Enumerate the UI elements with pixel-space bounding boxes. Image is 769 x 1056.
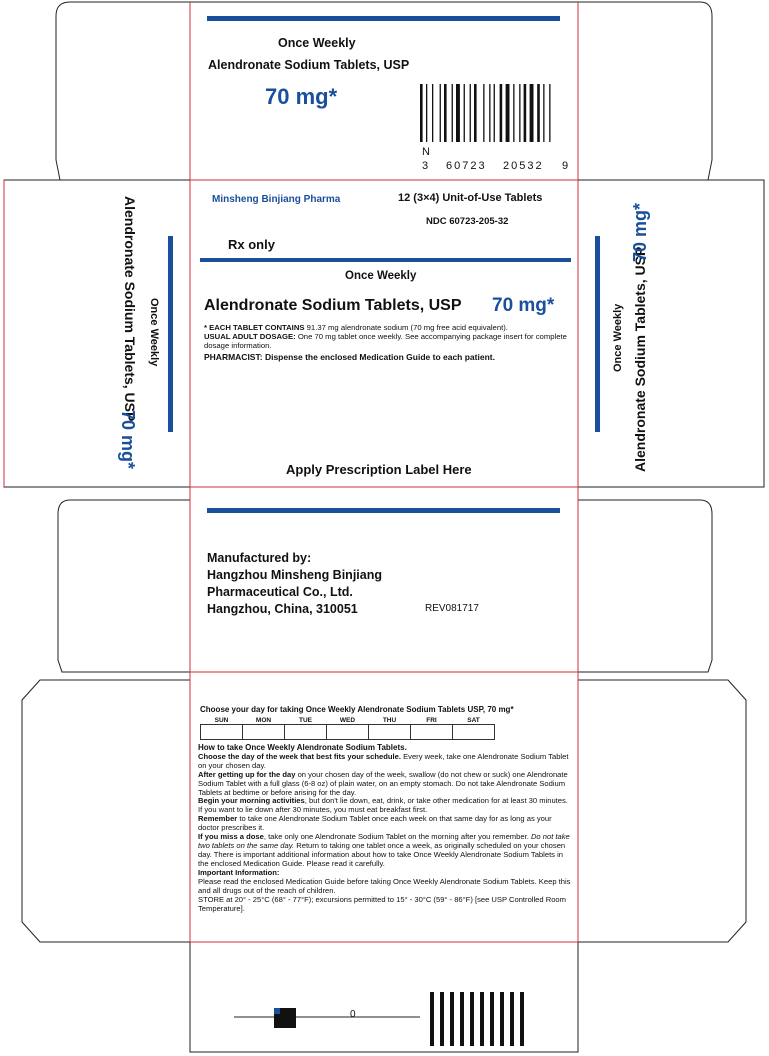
barcode-lead: N xyxy=(422,146,430,158)
instruction-1: Choose the day of the week that best fits your schedule. Every week, take one Alendronate Sodium Tablet on your chosen day. xyxy=(198,751,569,770)
right-side-product-name: Alendronate Sodium Tablets, USP xyxy=(632,246,648,472)
barcode-digit-2: 60723 xyxy=(446,160,487,172)
company-name: Minsheng Binjiang Pharma xyxy=(212,194,341,205)
dosage-line: USUAL ADULT DOSAGE: One 70 mg tablet once weekly. See accompanying package insert for complete dosage information. xyxy=(204,332,567,350)
day-label-mon: MON xyxy=(255,716,272,724)
right-side-frequency: Once Weekly xyxy=(612,303,624,372)
upc-barcode xyxy=(418,84,568,144)
day-box-wed xyxy=(327,725,369,740)
barcode-digit-4: 9 xyxy=(562,160,569,172)
choose-day-heading: Choose your day for taking Once Weekly Alendronate Sodium Tablets USP, 70 mg* xyxy=(200,705,514,714)
day-label-sat: SAT xyxy=(467,716,480,724)
day-label-wed: WED xyxy=(339,716,356,724)
instruction-3: Begin your morning activities, but don't lie down, eat, drink, or take other medication for at least 30 minutes. If you want to lie down after 30 minutes, you must eat breakfast first. xyxy=(198,796,568,815)
manufacturer-block xyxy=(207,550,382,618)
prescription-label-area: Apply Prescription Label Here xyxy=(286,462,472,477)
day-label-tue: TUE xyxy=(299,716,312,724)
day-chooser xyxy=(200,716,495,740)
day-box-mon xyxy=(243,725,285,740)
day-box-fri xyxy=(411,725,453,740)
storage-text: STORE at 20° - 25°C (68° - 77°F); excursions permitted to 15° - 30°C (59° - 86°F) [see USP Controlled Room Temperature]. xyxy=(198,895,566,914)
top-frequency: Once Weekly xyxy=(278,36,356,50)
instruction-2: After getting up for the day on your chosen day of the week, swallow (do not chew or suck) one Alendronate Sodium Tablet with a full glass (6-8 oz) of plain water, on an empty stomach. Do not take Alendronate Sodium Tablets at bedtime or before arising for the day. xyxy=(198,769,568,797)
manufacturer-heading: Manufactured by: xyxy=(207,551,312,565)
manufacturer-line-2: Pharmaceutical Co., Ltd. xyxy=(207,585,353,599)
pharmacode-bars xyxy=(430,992,540,1046)
right-side-strength: 70 mg* xyxy=(630,202,650,262)
front-product-name: Alendronate Sodium Tablets, USP xyxy=(204,297,462,314)
day-label-thu: THU xyxy=(382,716,397,724)
day-label-fri: FRI xyxy=(426,716,437,724)
top-product-name: Alendronate Sodium Tablets, USP xyxy=(208,58,410,72)
code-mark: 0 xyxy=(350,1009,356,1020)
instruction-5: If you miss a dose, take only one Alendronate Sodium Tablet on the morning after you remember. Do not take two tablets on the same day. Return to taking one tablet once a week, as originally scheduled on your chosen day. There is important additional information about how to take Once Weekly Alendronate Sodium Tablets in the enclosed Medication Guide. Please read it carefully. xyxy=(198,832,570,868)
revision-code: REV081717 xyxy=(425,603,479,614)
pharmacist-line: PHARMACIST: Dispense the enclosed Medication Guide to each patient. xyxy=(204,352,495,362)
left-side-product-name: Alendronate Sodium Tablets, USP xyxy=(122,196,138,422)
day-box-tue xyxy=(285,725,327,740)
front-frequency: Once Weekly xyxy=(345,270,417,282)
front-strength: 70 mg* xyxy=(492,295,555,316)
left-side-frequency: Once Weekly xyxy=(148,298,160,367)
tablet-count: 12 (3×4) Unit-of-Use Tablets xyxy=(398,192,543,204)
important-heading: Important Information: xyxy=(198,867,280,877)
how-to-heading: How to take Once Weekly Alendronate Sodium Tablets. xyxy=(198,743,407,752)
top-strength: 70 mg* xyxy=(265,84,338,109)
manufacturer-line-1: Hangzhou Minsheng Binjiang xyxy=(207,568,382,582)
instructions-block xyxy=(198,744,574,914)
left-side-strength: 70 mg* xyxy=(118,410,138,470)
day-box-sat xyxy=(453,725,495,740)
manufacturer-line-3: Hangzhou, China, 310051 xyxy=(207,602,358,616)
each-tablet-line: * EACH TABLET CONTAINS 91.37 mg alendronate sodium (70 mg free acid equivalent). xyxy=(204,323,508,332)
rx-only: Rx only xyxy=(228,237,275,252)
day-chooser-table xyxy=(200,716,495,740)
day-label-sun: SUN xyxy=(214,716,229,724)
ndc-number: NDC 60723-205-32 xyxy=(426,216,509,227)
barcode-digit-1: 3 xyxy=(422,160,429,172)
barcode-digit-3: 20532 xyxy=(503,160,544,172)
important-text: Please read the enclosed Medication Guide before taking Once Weekly Alendronate Sodium Tablets. Keep this and all drugs out of the reach of children. xyxy=(198,876,571,895)
instruction-4: Remember to take one Alendronate Sodium Tablet once each week on that same day for as long as your doctor prescribes it. xyxy=(198,814,552,833)
day-box-sun xyxy=(201,725,243,740)
front-info-block xyxy=(204,323,568,362)
day-box-thu xyxy=(369,725,411,740)
